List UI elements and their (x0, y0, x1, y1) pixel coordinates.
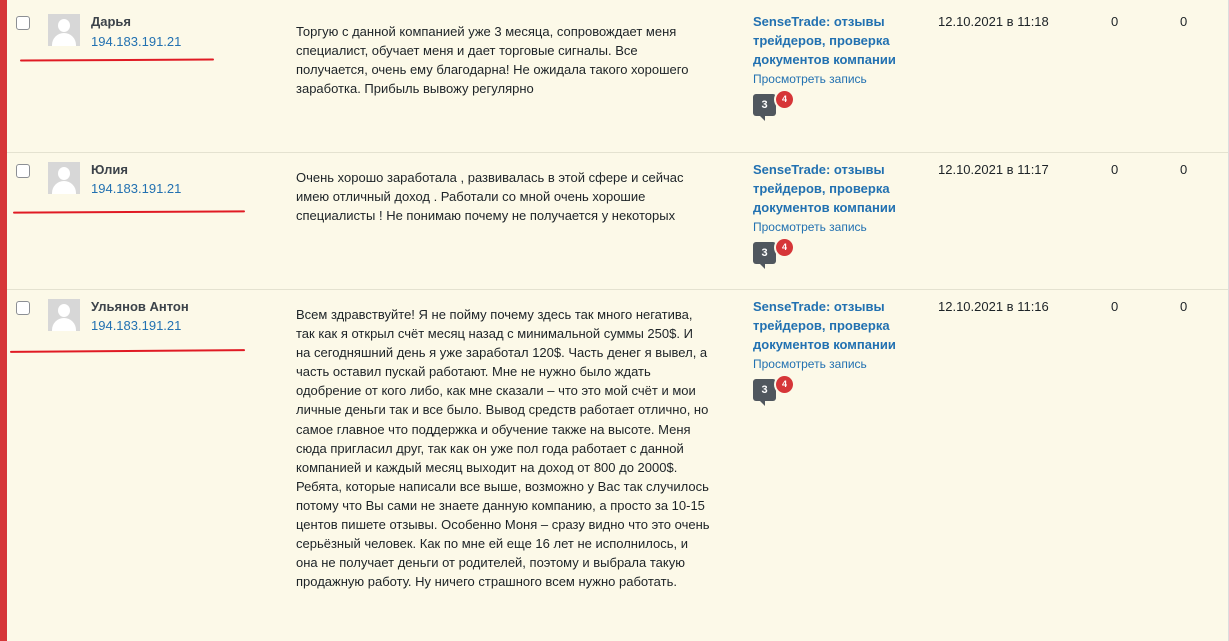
comment-text: Торгую с данной компанией уже 3 месяца, сопровождает меня специалист, обучает меня и дает торговые сигналы. Все получается, очень ему благодарна! Не ожидала такого хорошего заработка. Прибыль вывожу регулярно (296, 24, 689, 97)
count-column-b: 0 (1180, 14, 1188, 29)
avatar (48, 14, 80, 46)
comment-text: Всем здравствуйте! Я не пойму почему здесь так много негатива, так как я открыл счёт месяц назад с минимальной суммы 250$. И на сегодняшний день я уже заработал 120$. Часть денег я вывел, а часть оставил пускай работают. Мне не нужно было ждать одобрение от кого либо, как мне сказали – что это мой счёт и мои личные деньги так и все было. Вывод средств работает отлично, но самое главное что поддержка и обучение также на высоте. Меня сюда пригласил друг, так как он уже пол года работает с данной компанией и каждый месяц выходит на доход от 800 до 2000$. Ребята, которые написали все выше, возможно у Вас так случилось потому что Вы сами не знаете данную компанию, а просто за 10-15 центов пишете отзывы. Особенно Моня – сразу видно что это очень серьёзный человек. Как по мне ей еще 16 лет не исполнилось, и она не получает деньги от родителей, поэтому и выбрала такую продажную работу. Ну ничего страшного всем нужно работать. (296, 307, 710, 590)
comment-row (7, 0, 1228, 153)
author-ip-link[interactable]: 194.183.191.21 (91, 318, 182, 333)
response-post-link[interactable]: SenseTrade: отзывы трейдеров, проверка документов компании (753, 299, 896, 353)
author-name: Дарья (91, 14, 132, 29)
row-checkbox[interactable] (16, 301, 30, 315)
avatar (48, 162, 80, 194)
view-post-link[interactable]: Просмотреть запись (753, 357, 867, 371)
view-post-link[interactable]: Просмотреть запись (753, 220, 867, 234)
count-column-a: 0 (1111, 162, 1119, 177)
approved-comments-bubble[interactable]: 3 (753, 94, 776, 116)
author-name: Юлия (91, 162, 128, 177)
author-name: Ульянов Антон (91, 299, 189, 314)
pending-comments-badge[interactable]: 4 (776, 91, 793, 108)
count-column-a: 0 (1111, 299, 1119, 314)
comment-date: 12.10.2021 в 11:16 (938, 299, 1049, 314)
pending-comments-badge[interactable]: 4 (776, 376, 793, 393)
comment-row (7, 290, 1228, 641)
count-column-a: 0 (1111, 14, 1119, 29)
view-post-link[interactable]: Просмотреть запись (753, 72, 867, 86)
comment-date: 12.10.2021 в 11:18 (938, 14, 1049, 29)
comment-text: Очень хорошо заработала , развивалась в этой сфере и сейчас имею отличный доход . Работали со мной очень хорошие специалисты ! Не понимаю почему не получается у некоторых (296, 170, 684, 224)
approved-comments-bubble[interactable]: 3 (753, 379, 776, 401)
count-column-b: 0 (1180, 299, 1188, 314)
pending-comments-badge[interactable]: 4 (776, 239, 793, 256)
comment-row (7, 153, 1228, 290)
row-checkbox[interactable] (16, 16, 30, 30)
author-ip-link[interactable]: 194.183.191.21 (91, 181, 182, 196)
avatar (48, 299, 80, 331)
red-underline-annotation (13, 210, 245, 213)
red-underline-annotation (20, 58, 214, 61)
row-checkbox[interactable] (16, 164, 30, 178)
response-post-link[interactable]: SenseTrade: отзывы трейдеров, проверка документов компании (753, 162, 896, 216)
red-underline-annotation (10, 349, 245, 353)
count-column-b: 0 (1180, 162, 1188, 177)
author-ip-link[interactable]: 194.183.191.21 (91, 34, 182, 49)
response-post-link[interactable]: SenseTrade: отзывы трейдеров, проверка документов компании (753, 14, 896, 68)
approved-comments-bubble[interactable]: 3 (753, 242, 776, 264)
comment-date: 12.10.2021 в 11:17 (938, 162, 1049, 177)
unapproved-indicator-bar (0, 0, 7, 641)
